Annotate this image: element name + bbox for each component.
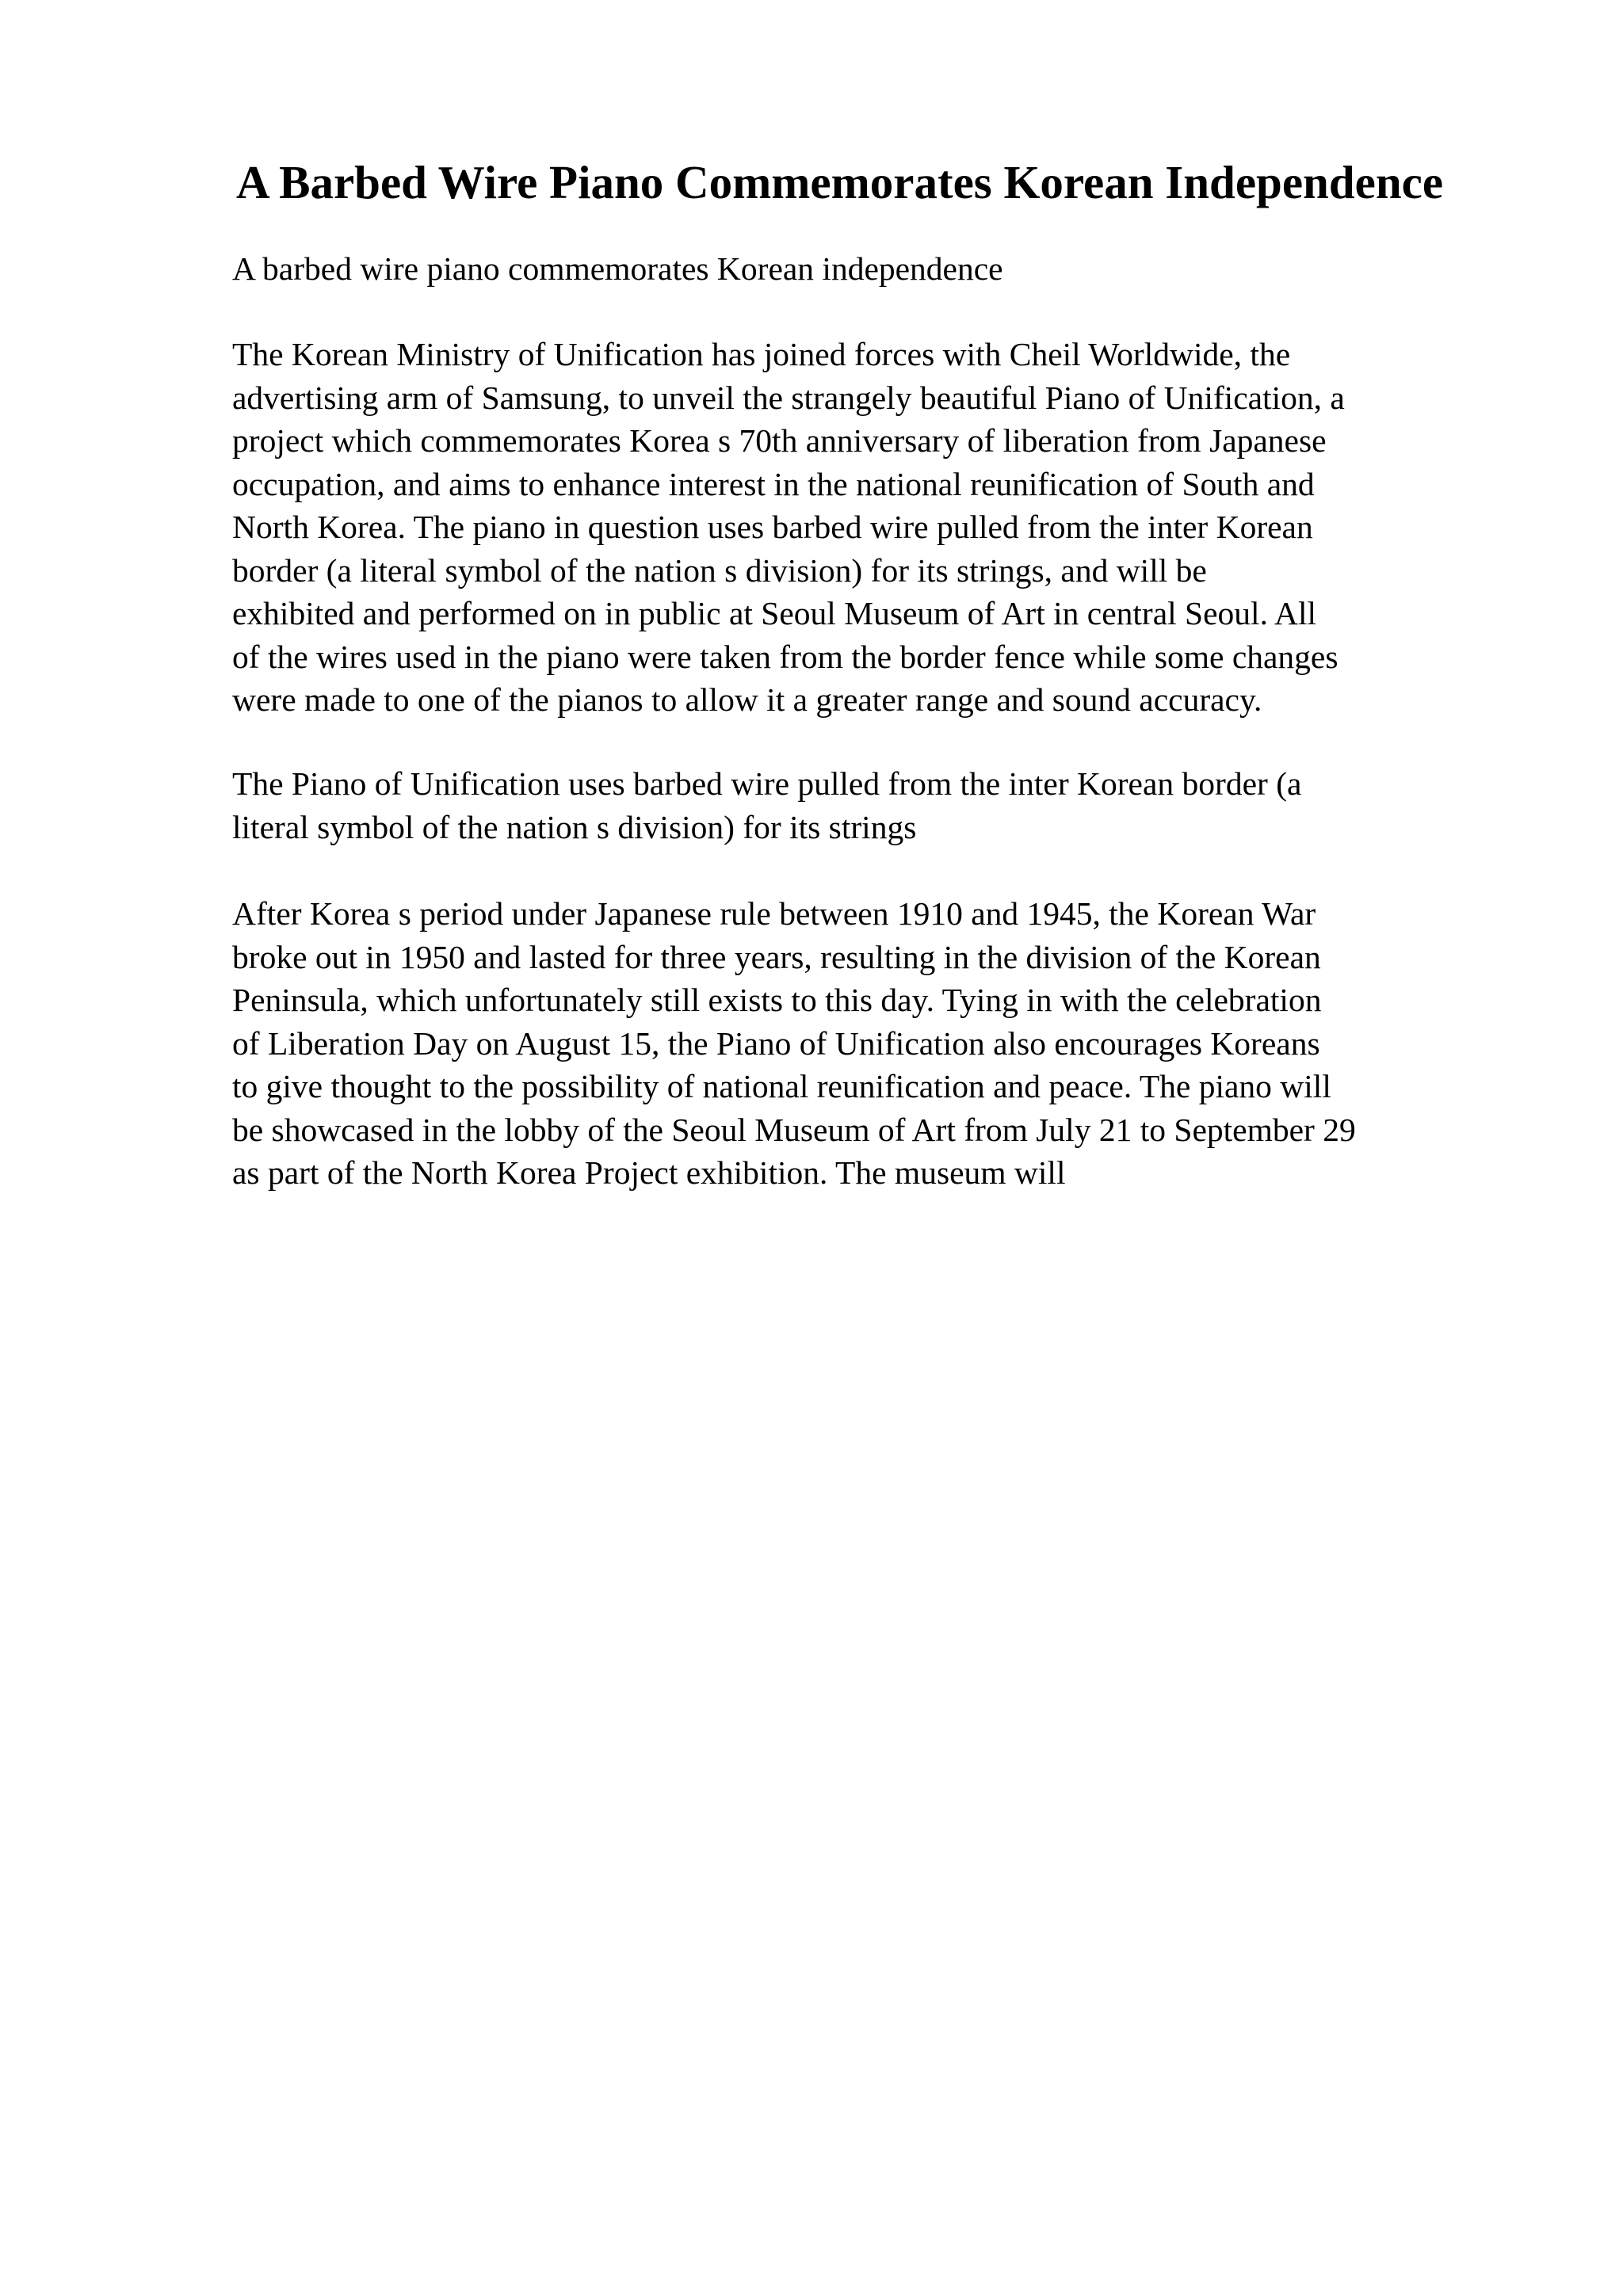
subtitle-paragraph: [232, 247, 1571, 291]
document-title: A Barbed Wire Piano Commemorates Korean Independence: [236, 156, 1444, 208]
body-paragraph-1: [232, 333, 1571, 722]
text-line: advertising arm of Samsung, to unveil the strangely beautiful Piano of Unification, a: [232, 379, 1345, 416]
text-line: A barbed wire piano commemorates Korean independence: [232, 250, 1003, 287]
text-line: were made to one of the pianos to allow it a greater range and sound accuracy.: [232, 681, 1262, 718]
text-line: broke out in 1950 and lasted for three years, resulting in the division of the Korean: [232, 938, 1321, 975]
text-line: be showcased in the lobby of the Seoul Museum of Art from July 21 to September 29: [232, 1111, 1356, 1148]
text-line: The Korean Ministry of Unification has joined forces with Cheil Worldwide, the: [232, 336, 1291, 372]
text-line: After Korea s period under Japanese rule between 1910 and 1945, the Korean War: [232, 895, 1316, 932]
text-line: The Piano of Unification uses barbed wire pulled from the inter Korean border (a: [232, 765, 1302, 802]
text-line: border (a literal symbol of the nation s division) for its strings, and will be: [232, 551, 1207, 589]
text-line: to give thought to the possibility of national reunification and peace. The piano will: [232, 1068, 1331, 1104]
text-line: as part of the North Korea Project exhibition. The museum will: [232, 1154, 1066, 1191]
text-line: of the wires used in the piano were taken from the border fence while some changes: [232, 638, 1338, 675]
text-line: project which commemorates Korea s 70th anniversary of liberation from Japanese: [232, 422, 1327, 459]
text-line: occupation, and aims to enhance interest in the national reunification of South and: [232, 465, 1315, 502]
caption-paragraph: [232, 762, 1571, 849]
text-line: North Korea. The piano in question uses barbed wire pulled from the inter Korean: [232, 509, 1313, 545]
body-paragraph-2: [232, 892, 1571, 1195]
text-line: of Liberation Day on August 15, the Piano of Unification also encourages Koreans: [232, 1024, 1320, 1062]
text-line: exhibited and performed on in public at Seoul Museum of Art in central Seoul. All: [232, 595, 1317, 631]
text-line: Peninsula, which unfortunately still exists to this day. Tying in with the celebration: [232, 982, 1322, 1018]
text-line: literal symbol of the nation s division) for its strings: [232, 808, 917, 845]
